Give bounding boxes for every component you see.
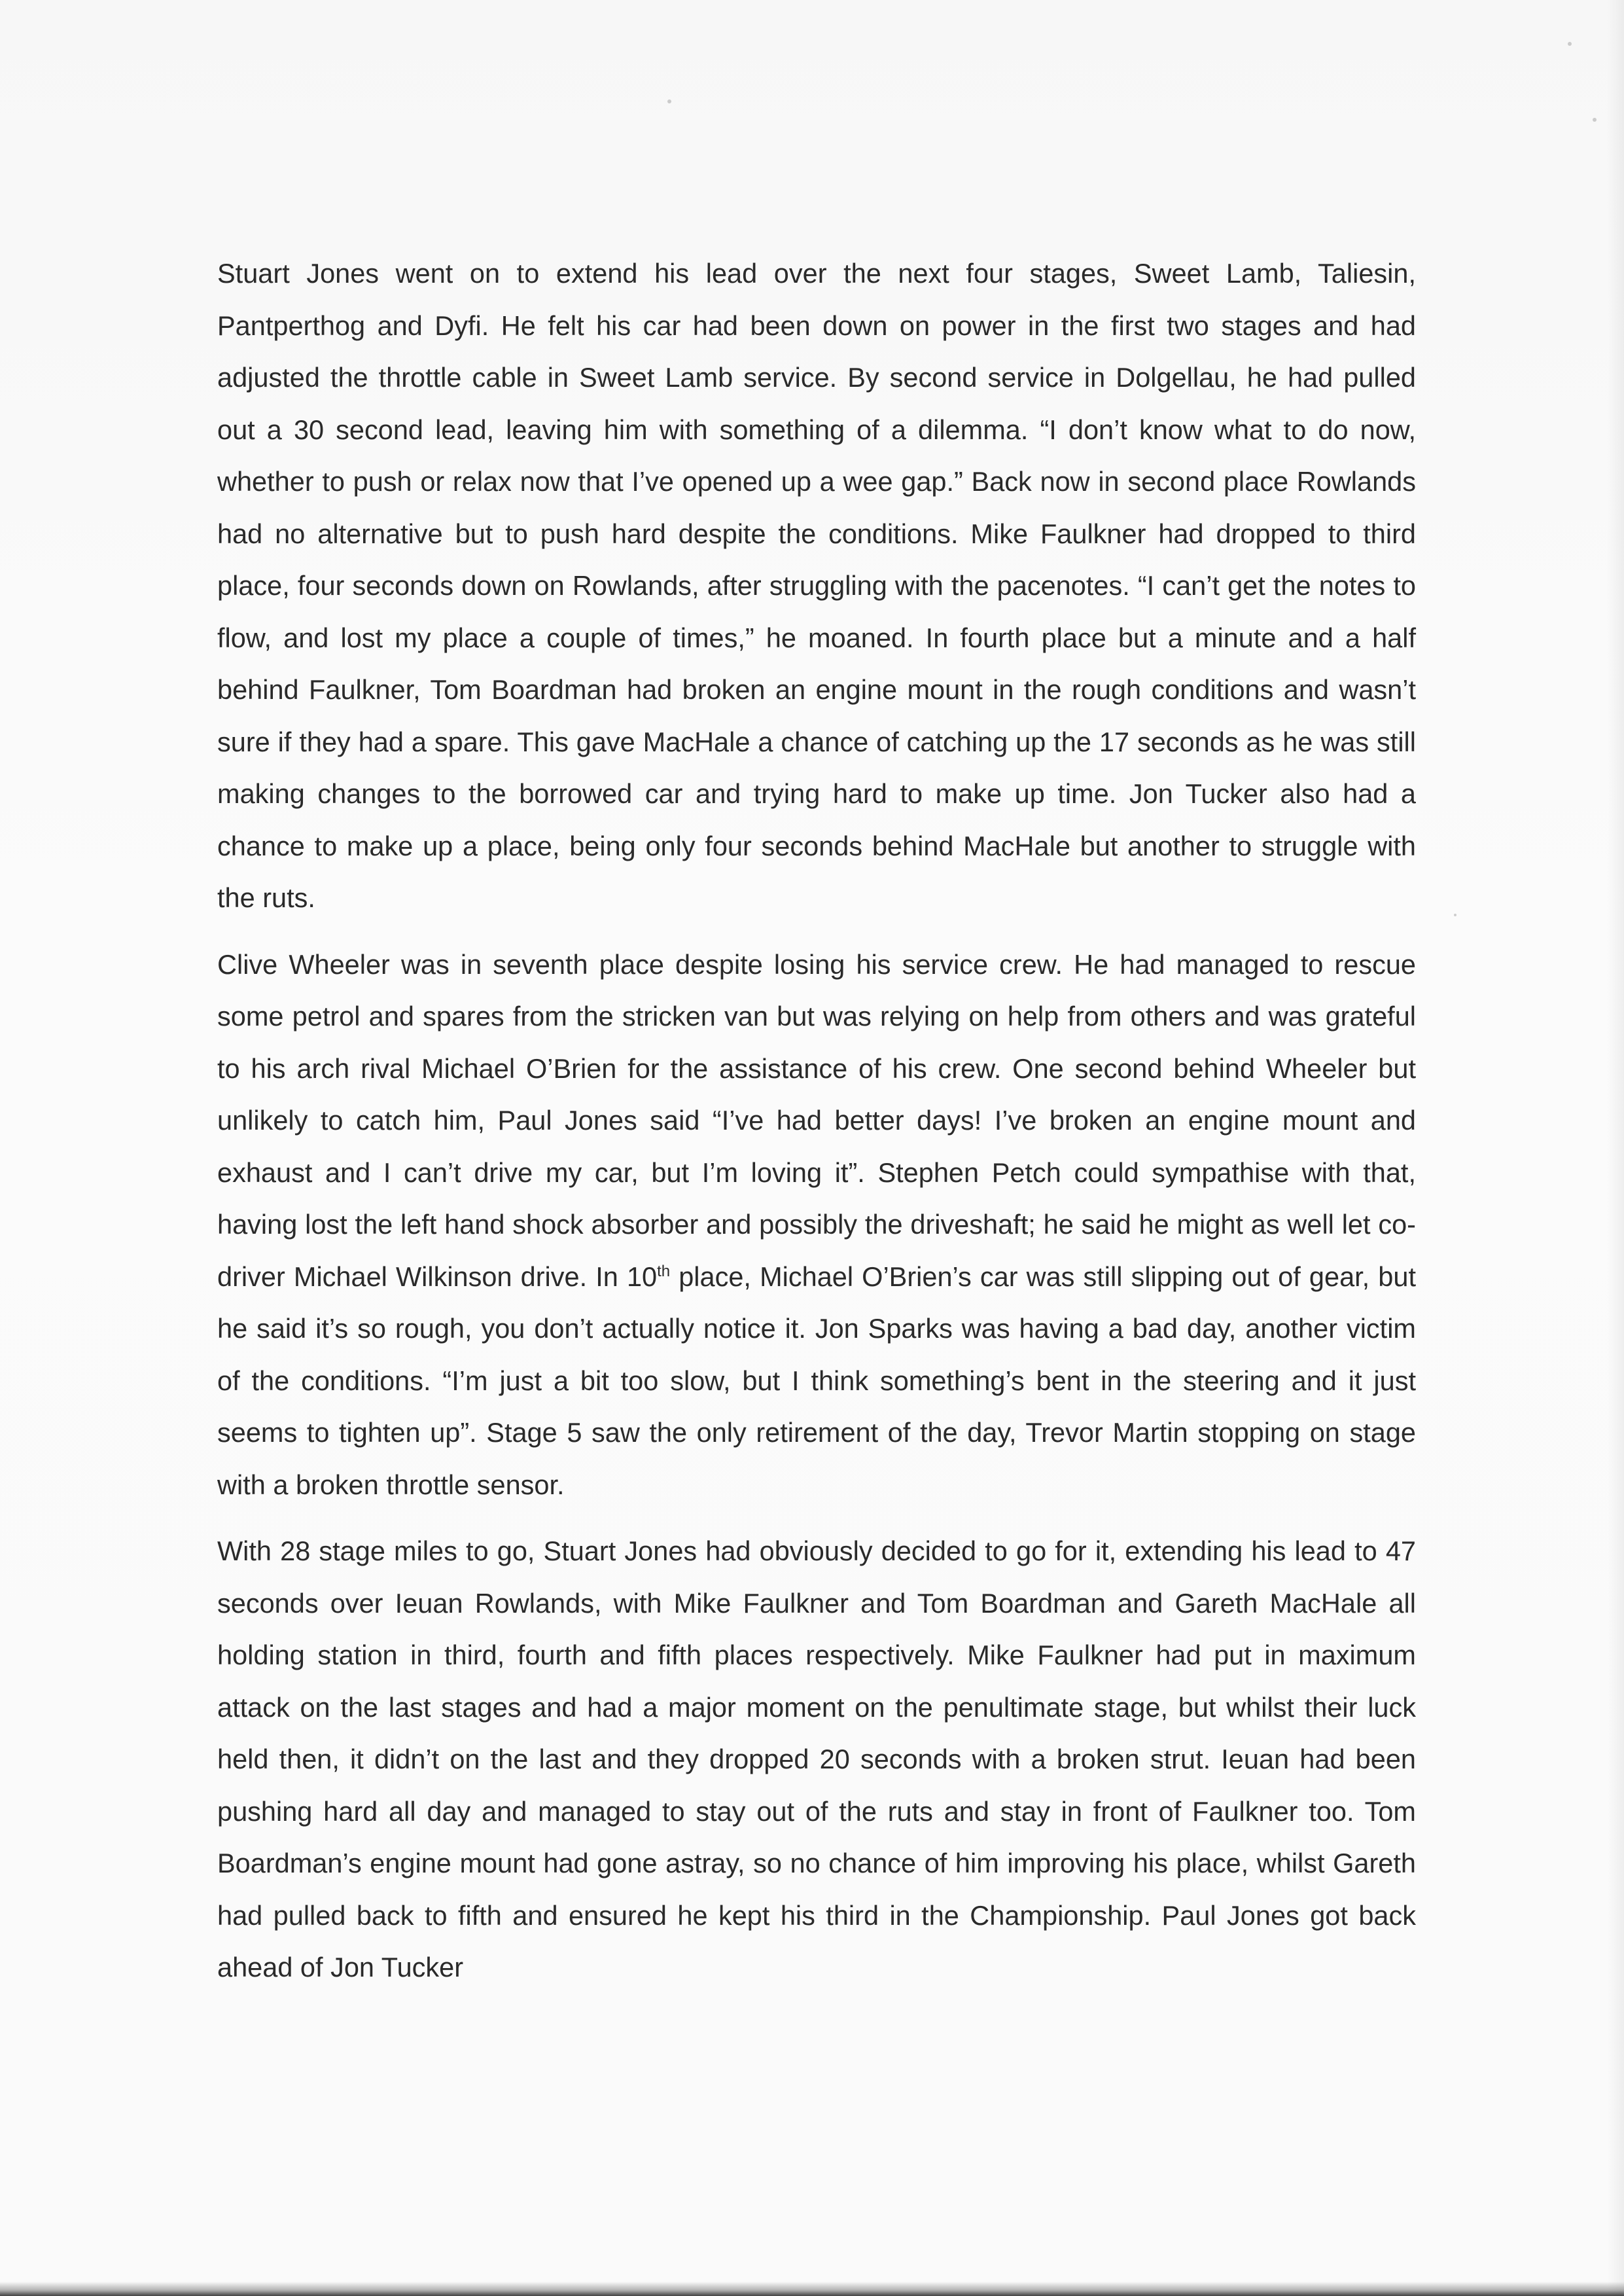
scan-edge-bottom bbox=[0, 2282, 1624, 2296]
ordinal-suffix: th bbox=[657, 1262, 671, 1280]
scan-edge-right bbox=[1607, 0, 1624, 2296]
paragraph-final-stages: With 28 stage miles to go, Stuart Jones had obviously decided to go for it, extending his lead to 47 seconds over Ieuan Rowlands, with Mike Faulkner and Tom Boardman and Gareth MacHale all holding station in third, fourth and fifth places respectively. Mike Faulkner had put in maximum attack on the last stages and had a major moment on the penultimate stage, but whilst their luck held then, it didn’t on the last and they dropped 20 seconds with a broken strut. Ieuan had been pushing hard all day and managed to stay out of the ruts and stay in front of Faulkner too. Tom Boardman’s engine mount had gone astray, so no chance of him improving his place, whilst Gareth had pulled back to fifth and ensured he kept his third in the Championship. Paul Jones got back ahead of Jon Tucker bbox=[217, 1535, 1416, 1982]
scan-speck bbox=[1593, 118, 1597, 122]
paragraph-stage-leaders: Stuart Jones went on to extend his lead over the next four stages, Sweet Lamb, Taliesin, Pantperthog and Dyfi. He felt his car had been down on power in the first two stages and had adjusted the throttle cable in Sweet Lamb service. By second service in Dolgellau, he had pulled out a 30 second lead, leaving him with something of a dilemma. “I don’t know what to do now, whether to push or relax now that I’ve opened up a wee gap.” Back now in second place Rowlands had no alternative but to push hard despite the conditions. Mike Faulkner had dropped to third place, four seconds down on Rowlands, after struggling with the pacenotes. “I can’t get the notes to flow, and lost my place a couple of times,” he moaned. In fourth place but a minute and a half behind Faulkner, Tom Boardman had broken an engine mount in the rough conditions and wasn’t sure if they had a spare. This gave MacHale a chance of catching up the 17 seconds as he was still making changes to the borrowed car and trying hard to make up time. Jon Tucker also had a chance to make up a place, being only four seconds behind MacHale but another to struggle with the ruts. bbox=[217, 258, 1416, 913]
scan-speck bbox=[1454, 914, 1456, 916]
article-body bbox=[217, 247, 1416, 2008]
paragraph-midfield-text-b: place, Michael O’Brien’s car was still slipping out of gear, but he said it’s so rough, you don’t actually notice it. Jon Sparks was having a bad day, another victim of the conditions. “I’m just a bit too slow, but I think something’s bent in the steering and it just seems to tighten up”. Stage 5 saw the only retirement of the day, Trevor Martin stopping on stage with a broken throttle sensor. bbox=[217, 1261, 1416, 1500]
paragraph-midfield-text-a: Clive Wheeler was in seventh place despite losing his service crew. He had managed to rescue some petrol and spares from the stricken van but was relying on help from others and was grateful to his arch rival Michael O’Brien for the assistance of his crew. One second behind Wheeler but unlikely to catch him, Paul Jones said “I’ve had better days! I’ve broken an engine mount and exhaust and I can’t drive my car, but I’m loving it”. Stephen Petch could sympathise with that, having lost the left hand shock absorber and possibly the driveshaft; he said he might as well let co-driver Michael Wilkinson drive. In 10 bbox=[217, 948, 1416, 1292]
scan-speck bbox=[1568, 42, 1572, 46]
paragraph-midfield bbox=[217, 939, 1416, 1511]
scan-speck bbox=[667, 99, 671, 103]
